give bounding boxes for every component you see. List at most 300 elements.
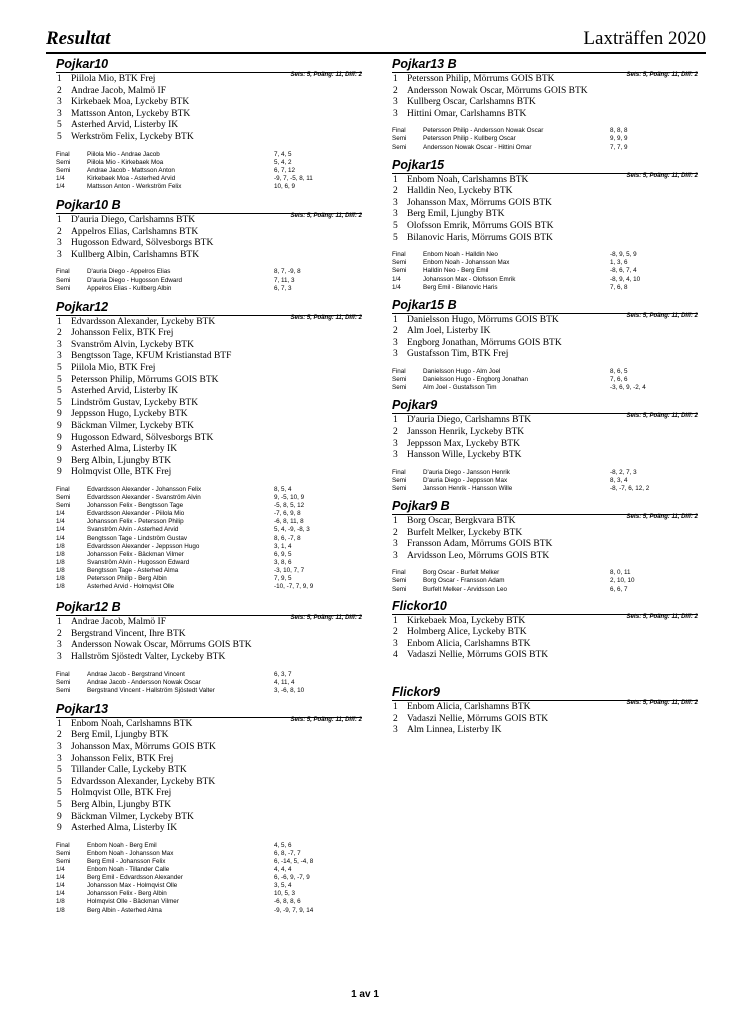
- placement-row: [392, 233, 698, 245]
- placement-rank: 5: [57, 765, 62, 776]
- match-list: [56, 671, 362, 695]
- match-score: 7, 7, 9: [610, 143, 628, 151]
- match-pair: Borg Oscar - Burfelt Melker: [423, 569, 500, 577]
- result-section: [392, 398, 698, 493]
- page-header: [46, 28, 706, 54]
- match-row: [56, 850, 362, 858]
- placement-rank: 1: [393, 314, 398, 325]
- match-row: [392, 569, 698, 577]
- match-pair: Piilola Mio - Kirkebaek Moa: [87, 158, 164, 166]
- match-list: [392, 251, 698, 291]
- placement-rank: 3: [57, 97, 62, 108]
- match-score: -9, -9, 7, 9, 14: [274, 906, 314, 914]
- placement-rank: 5: [393, 221, 398, 232]
- match-pair: Appelros Elias - Kullberg Albin: [87, 284, 172, 292]
- match-row: [56, 268, 362, 276]
- match-round: 1/8: [56, 542, 65, 550]
- player-name: Andersson Nowak Oscar, Mörrums GOIS BTK: [71, 640, 252, 651]
- match-round: Semi: [392, 143, 407, 151]
- placement-rank: 5: [57, 800, 62, 811]
- placement-rank: 3: [57, 742, 62, 753]
- match-score: 6, 7, 12: [274, 166, 296, 174]
- placement-rank: 3: [393, 539, 398, 550]
- match-round: Semi: [392, 267, 407, 275]
- section-title: [392, 157, 698, 179]
- player-name: Vadaszi Nellie, Mörrums GOIS BTK: [407, 650, 549, 661]
- match-pair: Danielsson Hugo - Alm Joel: [423, 368, 501, 376]
- match-row: [56, 159, 362, 167]
- player-name: Edvardsson Alexander, Lyckeby BTK: [71, 316, 216, 327]
- result-section: [56, 600, 362, 695]
- placement-row: [392, 209, 698, 221]
- player-name: Kullberg Oscar, Carlshamns BTK: [407, 97, 536, 108]
- placement-rank: 5: [57, 397, 62, 408]
- result-section: [392, 499, 698, 594]
- player-name: Jeppsson Max, Lyckeby BTK: [407, 438, 520, 449]
- match-row: [56, 285, 362, 293]
- match-round: Semi: [56, 276, 71, 284]
- result-section: [56, 57, 362, 191]
- match-row: [56, 567, 362, 575]
- placement-rank: 3: [393, 337, 398, 348]
- player-name: Borg Oscar, Bergkvara BTK: [407, 516, 516, 526]
- match-score: 7, 6, 8: [610, 283, 628, 291]
- match-row: [56, 175, 362, 183]
- placement-row: [56, 421, 362, 433]
- match-round: 1/4: [56, 174, 65, 182]
- player-name: Andrae Jacob, Malmö IF: [71, 617, 166, 628]
- match-round: Semi: [392, 585, 407, 593]
- match-row: [56, 575, 362, 583]
- match-row: [392, 469, 698, 477]
- player-name: Piilola Mio, BTK Frej: [71, 363, 156, 374]
- placement-row: [56, 444, 362, 456]
- match-score: -10, -7, 7, 9, 9: [274, 583, 314, 591]
- placement-rank: 3: [57, 339, 62, 350]
- player-name: Johansson Felix, BTK Frej: [71, 753, 174, 764]
- placement-rank: 3: [393, 197, 398, 208]
- placement-rank: 5: [57, 363, 62, 374]
- player-name: Petersson Philip, Mörrums GOIS BTK: [407, 74, 555, 84]
- player-name: Mattsson Anton, Lyckeby BTK: [71, 108, 191, 119]
- match-pair: Johansson Felix - Bengtsson Tage: [87, 502, 184, 510]
- match-pair: Edvardsson Alexander - Svanström Alvin: [87, 494, 201, 502]
- placement-row: [392, 349, 698, 361]
- placement-row: [56, 97, 362, 109]
- placement-row: [56, 823, 362, 835]
- match-round: Final: [392, 569, 406, 577]
- match-round: 1/4: [56, 866, 65, 874]
- placement-rank: 3: [57, 249, 62, 260]
- result-section: [56, 702, 362, 915]
- player-name: Halldin Neo, Lyckeby BTK: [407, 186, 513, 197]
- result-section: [392, 599, 698, 662]
- match-row: [56, 183, 362, 191]
- match-pair: Holmqvist Olle - Bäckman Vilmer: [87, 898, 179, 906]
- placement-rank: 2: [393, 627, 398, 638]
- placement-row: [56, 433, 362, 445]
- placement-rank: 3: [57, 238, 62, 249]
- player-name: Holmqvist Olle, BTK Frej: [71, 467, 172, 478]
- match-round: Semi: [392, 384, 407, 392]
- match-pair: Edvardsson Alexander - Johansson Felix: [87, 486, 202, 493]
- page-title: Resultat: [46, 28, 111, 49]
- player-name: Andersson Nowak Oscar, Mörrums GOIS BTK: [407, 85, 588, 96]
- placement-row: [392, 725, 698, 737]
- placement-rank: 9: [57, 823, 62, 834]
- match-score: -6, 8, 11, 8: [274, 518, 304, 526]
- match-score: 8, 6, 5: [610, 368, 628, 376]
- placement-row: [56, 652, 362, 664]
- placement-rank: 9: [57, 455, 62, 466]
- section-title: [392, 685, 698, 707]
- match-row: [392, 135, 698, 143]
- match-pair: Mattsson Anton - Werkström Felix: [87, 182, 182, 190]
- match-score: 7, 6, 6: [610, 376, 628, 384]
- match-row: [392, 384, 698, 392]
- match-round: Final: [392, 251, 406, 259]
- match-row: [392, 376, 698, 384]
- match-row: [392, 485, 698, 493]
- match-round: 1/8: [56, 906, 65, 914]
- match-row: [56, 559, 362, 567]
- result-section: [392, 685, 698, 737]
- match-pair: D'auria Diego - Appelros Elias: [87, 268, 171, 276]
- player-name: Hittini Omar, Carlshamns BTK: [407, 108, 527, 119]
- placement-row: [56, 629, 362, 641]
- match-round: 1/4: [56, 182, 65, 190]
- match-row: [392, 284, 698, 292]
- match-round: Final: [392, 127, 406, 135]
- placement-row: [56, 363, 362, 375]
- match-score: 6, 6, 7: [610, 585, 628, 593]
- class-name: Pojkar9: [392, 398, 438, 413]
- placement-rank: 5: [393, 232, 398, 243]
- match-round: Semi: [392, 259, 407, 267]
- placement-row: [56, 86, 362, 98]
- placement-rank: 2: [57, 730, 62, 741]
- match-pair: Svanström Alvin - Asterhed Arvid: [87, 526, 179, 534]
- placement-row: [392, 639, 698, 651]
- match-score: 4, 4, 4: [274, 866, 292, 874]
- placement-list: [56, 317, 362, 479]
- match-row: [392, 477, 698, 485]
- section-settings: Sets: 5, Poäng: 11, Diff: 2: [626, 413, 698, 420]
- match-score: -6, 8, 8, 6: [274, 898, 301, 906]
- match-row: [392, 144, 698, 152]
- match-list: [56, 486, 362, 591]
- match-row: [56, 671, 362, 679]
- placement-rank: 9: [57, 432, 62, 443]
- match-round: 1/4: [56, 534, 65, 542]
- result-section: [56, 300, 362, 592]
- placement-rank: 2: [57, 328, 62, 339]
- match-round: 1/4: [56, 510, 65, 518]
- match-pair: Svanström Alvin - Hugosson Edward: [87, 558, 190, 566]
- match-row: [56, 687, 362, 695]
- match-row: [56, 551, 362, 559]
- match-score: -8, 6, 7, 4: [610, 267, 637, 275]
- match-score: 8, 3, 4: [610, 476, 628, 484]
- left-column: [56, 57, 362, 915]
- match-round: Semi: [56, 686, 71, 694]
- placement-row: [392, 551, 698, 563]
- placement-rank: 5: [57, 131, 62, 142]
- player-name: Bergstrand Vincent, Ihre BTK: [71, 628, 186, 639]
- placement-list: [56, 74, 362, 144]
- match-pair: Andersson Nowak Oscar - Hittini Omar: [423, 143, 532, 151]
- player-name: Holmberg Alice, Lyckeby BTK: [407, 627, 527, 638]
- player-name: Holmqvist Olle, BTK Frej: [71, 788, 172, 799]
- match-pair: Bergstrand Vincent - Hallström Sjöstedt Valter: [87, 686, 215, 694]
- match-pair: D'auria Diego - Jansson Henrik: [423, 468, 510, 476]
- placement-rank: 2: [393, 85, 398, 96]
- match-score: 8, 6, -7, 8: [274, 534, 301, 542]
- placement-row: [56, 812, 362, 824]
- match-pair: Bengtsson Tage - Asterhed Alma: [87, 566, 179, 574]
- player-name: Enbom Alicia, Carlshamns BTK: [407, 638, 531, 649]
- placement-rank: 5: [57, 120, 62, 131]
- placement-rank: 9: [57, 421, 62, 432]
- match-pair: Johansson Felix - Petersson Philip: [87, 518, 184, 526]
- match-score: 10, 6, 9: [274, 182, 296, 190]
- placement-rank: 2: [393, 527, 398, 538]
- player-name: Werkström Felix, Lyckeby BTK: [71, 131, 194, 142]
- match-score: 3, 8, 6: [274, 558, 292, 566]
- player-name: Svanström Alvin, Lyckeby BTK: [71, 339, 194, 350]
- match-pair: Burfelt Melker - Arvidsson Leo: [423, 585, 507, 593]
- match-pair: Asterhed Arvid - Holmqvist Olle: [87, 583, 175, 591]
- section-settings: Sets: 5, Poäng: 11, Diff: 2: [626, 312, 698, 319]
- section-title: [56, 299, 362, 321]
- match-pair: Johansson Felix - Berg Albin: [87, 890, 167, 898]
- class-name: Pojkar9 B: [392, 499, 450, 513]
- placement-row: [392, 539, 698, 551]
- placement-row: [56, 351, 362, 363]
- match-score: -8, 9, 4, 10: [610, 275, 641, 283]
- match-pair: Edvardsson Alexander - Piilola Mio: [87, 510, 185, 518]
- placement-row: [392, 450, 698, 462]
- player-name: Arvidsson Leo, Mörrums GOIS BTK: [407, 550, 550, 561]
- match-score: 1, 3, 6: [610, 259, 628, 267]
- placement-row: [392, 221, 698, 233]
- section-title: [392, 499, 698, 520]
- placement-list: [392, 175, 698, 245]
- placement-row: [56, 800, 362, 812]
- class-name: Pojkar10: [56, 57, 109, 71]
- match-round: Semi: [392, 484, 407, 492]
- placement-rank: 2: [57, 85, 62, 96]
- placement-row: [56, 227, 362, 239]
- placement-row: [392, 338, 698, 350]
- placement-rank: 5: [57, 386, 62, 397]
- match-row: [56, 510, 362, 518]
- match-score: 6, -14, 5, -4, 8: [274, 858, 314, 865]
- player-name: Hansson Wille, Lyckeby BTK: [407, 450, 522, 461]
- placement-row: [56, 467, 362, 479]
- match-pair: Johansson Max - Holmqvist Olle: [87, 882, 178, 890]
- player-name: Enbom Noah, Carlshamns BTK: [407, 174, 529, 185]
- class-name: Pojkar15 B: [392, 297, 457, 312]
- match-score: 2, 10, 10: [610, 577, 635, 585]
- match-round: Semi: [56, 502, 71, 510]
- result-section: [392, 298, 698, 393]
- match-row: [56, 167, 362, 175]
- match-row: [56, 882, 362, 890]
- section-title: [56, 701, 362, 723]
- placement-rank: 3: [393, 450, 398, 461]
- placement-row: [56, 742, 362, 754]
- match-score: 6, -6, 9, -7, 9: [274, 874, 310, 882]
- player-name: Danielsson Hugo, Mörrums GOIS BTK: [407, 314, 559, 325]
- placement-row: [56, 730, 362, 742]
- player-name: Asterhed Arvid, Listerby IK: [71, 120, 179, 131]
- match-pair: Petersson Philip - Berg Albin: [87, 575, 167, 583]
- match-score: 3, 5, 4: [274, 882, 292, 890]
- section-title: [392, 398, 698, 420]
- match-score: 5, 4, 2: [274, 158, 292, 166]
- match-row: [56, 898, 362, 906]
- match-row: [56, 858, 362, 866]
- placement-row: [56, 132, 362, 144]
- match-round: Final: [56, 670, 70, 678]
- match-pair: Andrae Jacob - Andersson Nowak Oscar: [87, 678, 201, 686]
- placement-row: [56, 238, 362, 250]
- match-score: -3, 10, 7, 7: [274, 566, 305, 574]
- match-row: [392, 368, 698, 376]
- player-name: Johansson Felix, BTK Frej: [71, 328, 174, 339]
- match-pair: Petersson Philip - Andersson Nowak Oscar: [423, 127, 544, 135]
- placement-rank: 3: [57, 753, 62, 764]
- match-score: -8, -7, 6, 12, 2: [610, 484, 650, 492]
- player-name: Berg Albin, Ljungby BTK: [71, 800, 172, 811]
- match-row: [56, 502, 362, 510]
- match-pair: Andrae Jacob - Bergstrand Vincent: [87, 670, 185, 678]
- match-round: Semi: [392, 135, 407, 143]
- section-settings: Sets: 5, Poäng: 11, Diff: 2: [626, 172, 698, 179]
- placement-rank: 2: [57, 226, 62, 237]
- placement-row: [56, 250, 362, 262]
- match-score: -8, 9, 5, 9: [610, 251, 637, 259]
- placement-row: [56, 340, 362, 352]
- section-settings: Sets: 5, Poäng: 11, Diff: 2: [626, 613, 698, 620]
- match-round: 1/4: [392, 275, 401, 283]
- match-pair: Jansson Henrik - Hansson Wille: [423, 484, 513, 492]
- player-name: Berg Albin, Ljungby BTK: [71, 455, 172, 466]
- match-pair: Bengtsson Tage - Lindström Gustav: [87, 534, 187, 542]
- match-row: [56, 583, 362, 591]
- placement-rank: 1: [57, 74, 62, 84]
- placement-rank: 3: [393, 438, 398, 449]
- placement-rank: 3: [393, 638, 398, 649]
- player-name: Asterhed Arvid, Listerby IK: [71, 386, 179, 397]
- placement-rank: 1: [57, 316, 62, 327]
- placement-row: [56, 409, 362, 421]
- section-settings: Sets: 5, Poäng: 11, Diff: 2: [626, 700, 698, 707]
- match-round: Final: [56, 841, 70, 849]
- placement-rank: 3: [57, 652, 62, 662]
- match-score: 3, 1, 4: [274, 542, 292, 550]
- player-name: Kirkebaek Moa, Lyckeby BTK: [407, 615, 526, 626]
- match-row: [56, 535, 362, 543]
- player-name: Petersson Philip, Mörrums GOIS BTK: [71, 374, 219, 385]
- player-name: Alm Joel, Listerby IK: [407, 326, 491, 337]
- section-settings: Sets: 5, Poäng: 11, Diff: 2: [626, 72, 698, 78]
- match-list: [56, 842, 362, 915]
- match-pair: Berg Emil - Johansson Felix: [87, 858, 166, 865]
- placement-rank: 2: [57, 628, 62, 639]
- section-title: [56, 57, 362, 78]
- match-pair: D'auria Diego - Hugosson Edward: [87, 276, 183, 284]
- section-title: [56, 600, 362, 622]
- player-name: Andrae Jacob, Malmö IF: [71, 85, 166, 96]
- match-list: [392, 469, 698, 493]
- match-pair: Johansson Max - Olofsson Emrik: [423, 275, 516, 283]
- match-list: [392, 569, 698, 593]
- class-name: Pojkar13: [56, 701, 109, 716]
- match-score: 8, 7, -9, 8: [274, 268, 301, 276]
- match-row: [56, 494, 362, 502]
- placement-rank: 1: [393, 702, 398, 713]
- match-pair: Alm Joel - Gustafsson Tim: [423, 384, 497, 392]
- placement-row: [56, 386, 362, 398]
- player-name: Kirkebaek Moa, Lyckeby BTK: [71, 97, 190, 108]
- match-round: 1/8: [56, 550, 65, 558]
- match-round: Final: [392, 468, 406, 476]
- match-score: -9, 7, -5, 8, 11: [274, 174, 313, 182]
- match-row: [56, 679, 362, 687]
- player-name: Jeppsson Hugo, Lyckeby BTK: [71, 409, 188, 420]
- match-score: -8, 2, 7, 3: [610, 468, 637, 476]
- event-name: Laxträffen 2020: [583, 28, 706, 49]
- match-score: 4, 5, 6: [274, 841, 292, 849]
- match-score: 4, 11, 4: [274, 678, 295, 686]
- player-name: Enbom Alicia, Carlshamns BTK: [407, 702, 531, 713]
- match-score: 6, 3, 7: [274, 670, 292, 678]
- placement-rank: 5: [57, 788, 62, 799]
- player-name: Johansson Max, Mörrums GOIS BTK: [71, 742, 216, 753]
- result-section: [392, 57, 698, 152]
- result-section: [56, 198, 362, 293]
- placement-rank: 9: [57, 444, 62, 455]
- class-name: Pojkar12 B: [56, 600, 121, 615]
- match-pair: Johansson Felix - Bäckman Vilmer: [87, 550, 184, 558]
- placement-row: [56, 120, 362, 132]
- match-pair: Enbom Noah - Halldin Neo: [423, 251, 498, 259]
- player-name: Hallström Sjöstedt Valter, Lyckeby BTK: [71, 652, 226, 662]
- player-name: Enbom Noah, Carlshamns BTK: [71, 718, 193, 729]
- player-name: Engborg Jonathan, Mörrums GOIS BTK: [407, 337, 562, 348]
- match-round: Semi: [56, 166, 71, 174]
- match-round: Final: [56, 486, 70, 493]
- placement-rank: 4: [393, 650, 398, 661]
- match-list: [392, 127, 698, 151]
- placement-row: [56, 328, 362, 340]
- placement-row: [392, 714, 698, 726]
- match-round: 1/8: [56, 583, 65, 591]
- match-score: 8, 5, 4: [274, 486, 292, 493]
- match-score: 9, -5, 10, 9: [274, 494, 305, 502]
- player-name: Bäckman Vilmer, Lyckeby BTK: [71, 811, 194, 822]
- player-name: Bengtsson Tage, KFUM Kristianstad BTF: [71, 351, 232, 362]
- match-pair: Halldin Neo - Berg Emil: [423, 267, 489, 275]
- section-title: [56, 198, 362, 220]
- placement-rank: 1: [57, 617, 62, 628]
- match-round: 1/8: [56, 898, 65, 906]
- placement-row: [56, 754, 362, 766]
- match-round: 1/8: [56, 558, 65, 566]
- placement-row: [392, 439, 698, 451]
